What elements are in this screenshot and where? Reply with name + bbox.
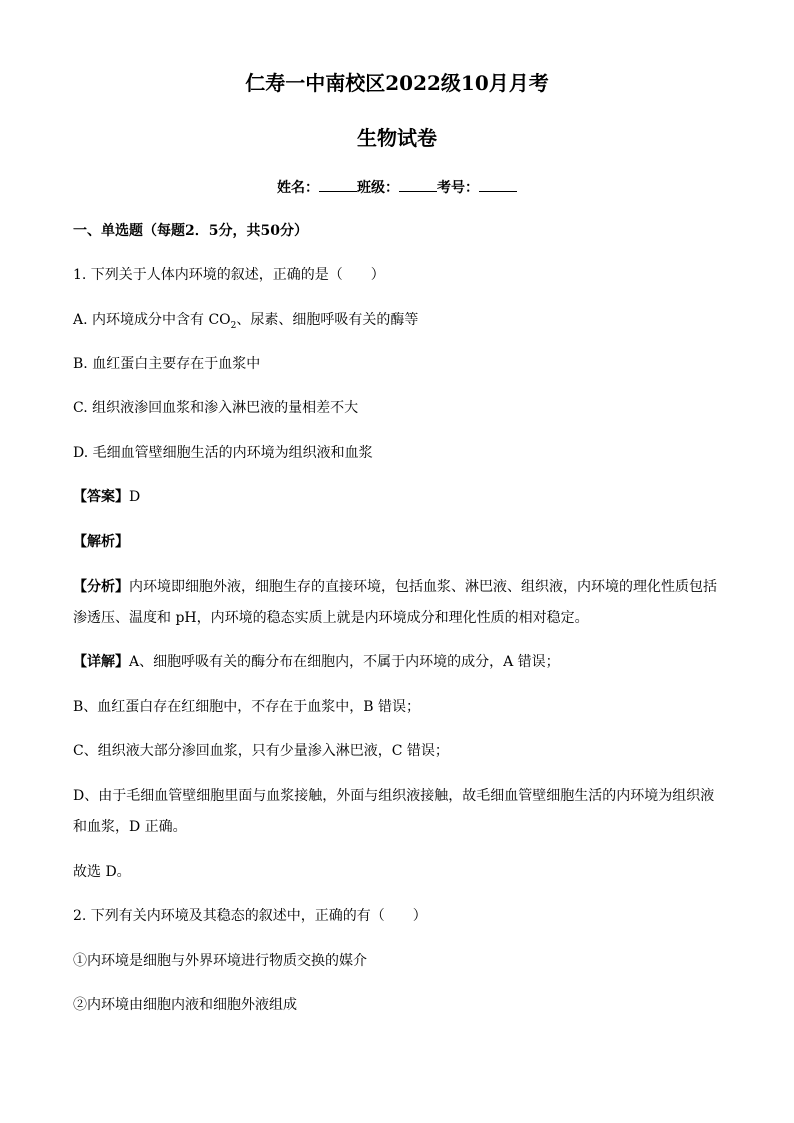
question-1-option-a: A. 内环境成分中含有 $CO_2$、尿素、细胞呼吸有关的酶等 xyxy=(73,312,419,331)
name-label: 姓名： xyxy=(277,180,319,196)
exam-no-label: 考号： xyxy=(437,180,479,196)
question-2-item-1: ①内环境是细胞与外界环境进行物质交换的媒介 xyxy=(73,953,367,969)
xiangjie-line-b: B、血红蛋白存在红细胞中，不存在于血浆中，B 错误； xyxy=(73,699,421,715)
answer-value: D xyxy=(129,489,141,505)
class-blank xyxy=(399,177,437,192)
fenxi-tag: 【分析】 xyxy=(73,579,129,595)
name-blank xyxy=(319,177,357,192)
conclusion-line: 故选 D。 xyxy=(73,864,131,880)
analysis-tag: 【解析】 xyxy=(73,534,129,550)
xiangjie-tag: 【详解】 xyxy=(73,654,129,670)
class-label: 班级： xyxy=(357,180,399,196)
exam-subtitle: 生物试卷 xyxy=(357,126,437,150)
xiangjie-line-d1: D、由于毛细血管壁细胞里面与血浆接触，外面与组织液接触，故毛细血管壁细胞生活的内环境为组织液 xyxy=(73,788,715,804)
xiangjie-line-c: C、组织液大部分渗回血浆，只有少量渗入淋巴液，C 错误； xyxy=(73,743,449,759)
exam-title: 仁寿一中南校区2022级10月月考 xyxy=(245,71,549,95)
answer-line xyxy=(73,487,140,507)
xiangjie-line-a: 【详解】A、细胞呼吸有关的酶分布在细胞内，不属于内环境的成分，A 错误； xyxy=(73,654,560,670)
student-info-row xyxy=(0,177,794,198)
section-heading: 一、单选题（每题2．5分，共50分） xyxy=(73,223,308,239)
exam-no-blank xyxy=(479,177,517,192)
answer-tag: 【答案】 xyxy=(73,489,129,505)
question-1-option-d: D. 毛细血管壁细胞生活的内环境为组织液和血浆 xyxy=(73,445,373,461)
question-1-option-b: B. 血红蛋白主要存在于血浆中 xyxy=(73,356,261,372)
question-2-item-2: ②内环境由细胞内液和细胞外液组成 xyxy=(73,997,297,1013)
fenxi-line-2: 渗透压、温度和 pH，内环境的稳态实质上就是内环境成分和理化性质的相对稳定。 xyxy=(73,610,589,626)
question-2-stem: 2. 下列有关内环境及其稳态的叙述中，正确的有（ ） xyxy=(73,908,427,924)
question-1-option-c: C. 组织液渗回血浆和渗入淋巴液的量相差不大 xyxy=(73,400,359,416)
fenxi-line-1: 【分析】内环境即细胞外液，细胞生存的直接环境，包括血浆、淋巴液、组织液，内环境的理化性质包括 xyxy=(73,579,717,595)
xiangjie-line-d2: 和血浆，D 正确。 xyxy=(73,819,187,835)
question-1-stem: 1. 下列关于人体内环境的叙述，正确的是（ ） xyxy=(73,267,385,283)
